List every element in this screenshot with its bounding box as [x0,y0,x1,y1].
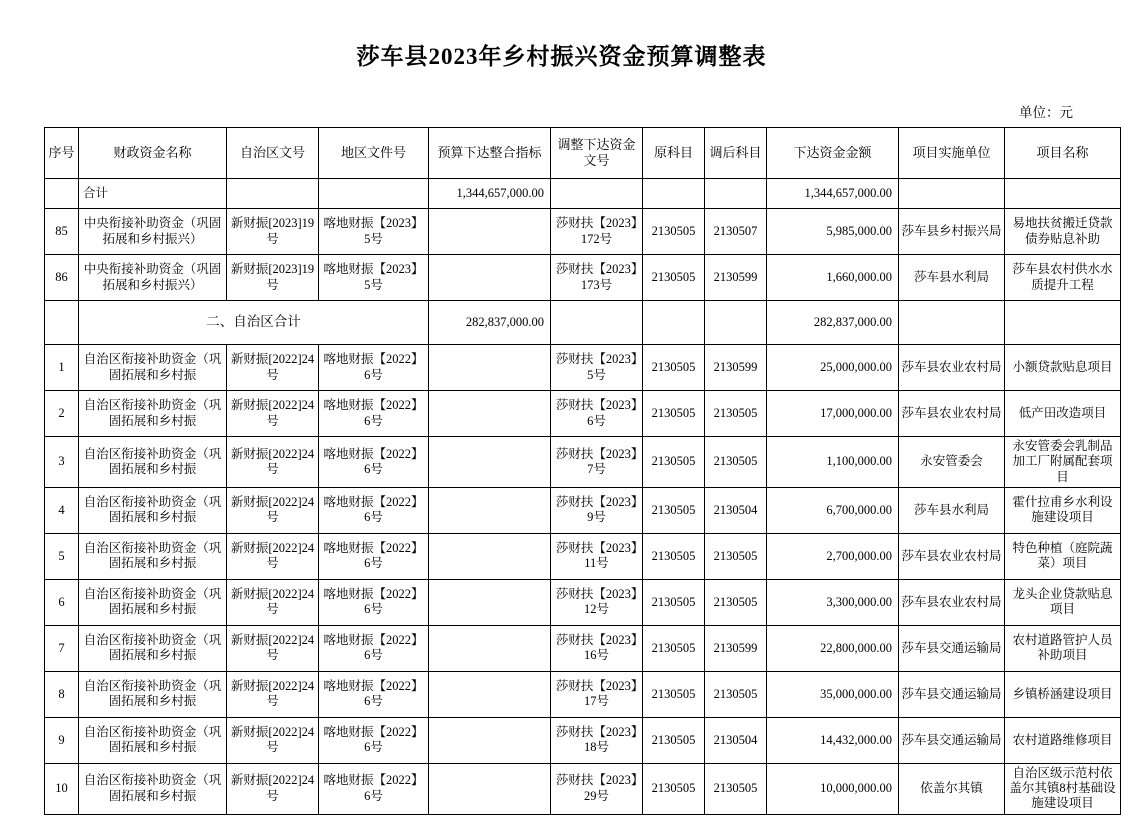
cell-budget-index [429,625,551,671]
cell-adjusted-subject: 2130599 [705,345,767,391]
cell-area-doc-no: 喀地财振【2022】6号 [319,763,429,814]
cell-original-subject: 2130505 [643,717,705,763]
cell-seq: 1 [45,345,79,391]
cell-project-name: 特色种植（庭院蔬菜）项目 [1005,533,1121,579]
table-row [45,763,1121,814]
cell-project-name: 莎车县农村供水水质提升工程 [1005,255,1121,301]
cell-implementing-unit [899,179,1005,209]
cell-fund-name: 中央衔接补助资金（巩固拓展和乡村振兴） [79,209,227,255]
cell-budget-index [429,437,551,488]
cell-adjusted-subject: 2130507 [705,209,767,255]
cell-adjusted-subject: 2130505 [705,391,767,437]
cell-project-name [1005,179,1121,209]
cell-area-doc-no: 喀地财振【2022】6号 [319,437,429,488]
cell-implementing-unit: 莎车县水利局 [899,487,1005,533]
cell-region-doc-no: 新财振[2022]24号 [227,437,319,488]
column-header-issued-amount: 下达资金金额 [767,128,899,179]
cell-budget-index [429,717,551,763]
cell-fund-name: 自治区衔接补助资金（巩固拓展和乡村振 [79,579,227,625]
document-page [0,38,1123,831]
table-row [45,179,1121,209]
unit-note: 单位：元 [1019,105,1073,120]
cell-budget-index: 282,837,000.00 [429,301,551,345]
cell-fund-name: 中央衔接补助资金（巩固拓展和乡村振兴） [79,255,227,301]
cell-issued-amount: 1,344,657,000.00 [767,179,899,209]
cell-adjust-doc-no: 莎财扶【2023】17号 [551,671,643,717]
cell-issued-amount: 10,000,000.00 [767,763,899,814]
cell-budget-index [429,209,551,255]
cell-region-doc-no: 新财振[2022]24号 [227,763,319,814]
cell-adjust-doc-no: 莎财扶【2023】11号 [551,533,643,579]
cell-region-doc-no: 新财振[2022]24号 [227,345,319,391]
column-header-fund-name: 财政资金名称 [79,128,227,179]
cell-seq: 10 [45,763,79,814]
cell-fund-name: 自治区衔接补助资金（巩固拓展和乡村振 [79,533,227,579]
cell-seq: 7 [45,625,79,671]
cell-project-name: 小额贷款贴息项目 [1005,345,1121,391]
cell-original-subject: 2130505 [643,671,705,717]
cell-seq [45,301,79,345]
cell-adjusted-subject: 2130505 [705,671,767,717]
column-header-region-doc-no: 自治区文号 [227,128,319,179]
cell-region-doc-no [227,179,319,209]
cell-budget-index [429,487,551,533]
cell-area-doc-no: 喀地财振【2022】6号 [319,391,429,437]
cell-project-name: 龙头企业贷款贴息项目 [1005,579,1121,625]
cell-region-doc-no: 新财振[2022]24号 [227,717,319,763]
cell-original-subject: 2130505 [643,763,705,814]
cell-adjust-doc-no: 莎财扶【2023】6号 [551,391,643,437]
cell-seq [45,179,79,209]
cell-issued-amount: 35,000,000.00 [767,671,899,717]
cell-fund-name: 自治区衔接补助资金（巩固拓展和乡村振 [79,763,227,814]
cell-issued-amount: 3,300,000.00 [767,579,899,625]
cell-region-doc-no: 新财振[2022]24号 [227,391,319,437]
cell-issued-amount: 6,700,000.00 [767,487,899,533]
cell-adjusted-subject: 2130599 [705,625,767,671]
cell-original-subject: 2130505 [643,487,705,533]
cell-fund-name: 自治区衔接补助资金（巩固拓展和乡村振 [79,717,227,763]
cell-area-doc-no: 喀地财振【2022】6号 [319,487,429,533]
cell-issued-amount: 1,660,000.00 [767,255,899,301]
cell-seq: 6 [45,579,79,625]
cell-issued-amount: 25,000,000.00 [767,345,899,391]
cell-fund-name: 自治区衔接补助资金（巩固拓展和乡村振 [79,487,227,533]
cell-budget-index [429,533,551,579]
cell-fund-name: 自治区衔接补助资金（巩固拓展和乡村振 [79,391,227,437]
cell-area-doc-no: 喀地财振【2022】6号 [319,345,429,391]
cell-area-doc-no [319,179,429,209]
cell-adjust-doc-no [551,301,643,345]
cell-seq: 2 [45,391,79,437]
cell-budget-index: 1,344,657,000.00 [429,179,551,209]
cell-project-name: 农村道路维修项目 [1005,717,1121,763]
cell-issued-amount: 5,985,000.00 [767,209,899,255]
cell-original-subject: 2130505 [643,437,705,488]
cell-seq: 5 [45,533,79,579]
table-row [45,391,1121,437]
cell-project-name [1005,301,1121,345]
cell-project-name: 自治区级示范村依盖尔其镇8村基础设施建设项目 [1005,763,1121,814]
cell-issued-amount: 2,700,000.00 [767,533,899,579]
cell-area-doc-no: 喀地财振【2022】6号 [319,717,429,763]
cell-adjust-doc-no: 莎财扶【2023】18号 [551,717,643,763]
cell-seq: 4 [45,487,79,533]
cell-area-doc-no: 喀地财振【2022】6号 [319,625,429,671]
cell-implementing-unit: 莎车县交通运输局 [899,671,1005,717]
cell-issued-amount: 22,800,000.00 [767,625,899,671]
cell-adjusted-subject: 2130505 [705,533,767,579]
cell-implementing-unit: 莎车县农业农村局 [899,579,1005,625]
cell-implementing-unit: 莎车县水利局 [899,255,1005,301]
table-row [45,717,1121,763]
cell-adjust-doc-no: 莎财扶【2023】172号 [551,209,643,255]
column-header-seq: 序号 [45,128,79,179]
cell-adjusted-subject: 2130505 [705,579,767,625]
cell-area-doc-no: 喀地财振【2022】6号 [319,671,429,717]
cell-implementing-unit: 莎车县交通运输局 [899,717,1005,763]
cell-adjust-doc-no: 莎财扶【2023】29号 [551,763,643,814]
cell-issued-amount: 14,432,000.00 [767,717,899,763]
cell-implementing-unit: 依盖尔其镇 [899,763,1005,814]
cell-project-name: 易地扶贫搬迁贷款债券贴息补助 [1005,209,1121,255]
table-row [45,671,1121,717]
cell-adjust-doc-no: 莎财扶【2023】173号 [551,255,643,301]
table-header-row [45,128,1121,179]
cell-budget-index [429,671,551,717]
table-row [45,209,1121,255]
table-row [45,487,1121,533]
cell-project-name: 农村道路管护人员补助项目 [1005,625,1121,671]
cell-implementing-unit [899,301,1005,345]
cell-original-subject: 2130505 [643,579,705,625]
cell-seq: 3 [45,437,79,488]
cell-budget-index [429,391,551,437]
cell-adjusted-subject [705,179,767,209]
cell-budget-index [429,579,551,625]
column-header-budget-index: 预算下达整合指标 [429,128,551,179]
table-row [45,533,1121,579]
cell-original-subject: 2130505 [643,345,705,391]
cell-region-doc-no: 新财振[2022]24号 [227,487,319,533]
table-row [45,301,1121,345]
cell-fund-name: 合计 [79,179,227,209]
cell-implementing-unit: 永安管委会 [899,437,1005,488]
cell-area-doc-no: 喀地财振【2022】6号 [319,533,429,579]
cell-seq: 86 [45,255,79,301]
cell-adjust-doc-no [551,179,643,209]
cell-original-subject: 2130505 [643,255,705,301]
cell-issued-amount: 282,837,000.00 [767,301,899,345]
cell-implementing-unit: 莎车县农业农村局 [899,391,1005,437]
cell-original-subject [643,179,705,209]
cell-area-doc-no: 喀地财振【2022】6号 [319,579,429,625]
cell-original-subject: 2130505 [643,391,705,437]
cell-original-subject: 2130505 [643,209,705,255]
cell-region-doc-no: 新财振[2022]24号 [227,579,319,625]
cell-issued-amount: 1,100,000.00 [767,437,899,488]
cell-project-name: 永安管委会乳制品加工厂附属配套项目 [1005,437,1121,488]
table-row [45,255,1121,301]
cell-area-doc-no: 喀地财振【2023】5号 [319,255,429,301]
cell-fund-name: 自治区衔接补助资金（巩固拓展和乡村振 [79,625,227,671]
cell-budget-index [429,763,551,814]
cell-implementing-unit: 莎车县农业农村局 [899,345,1005,391]
cell-fund-name: 自治区衔接补助资金（巩固拓展和乡村振 [79,345,227,391]
cell-region-doc-no: 新财振[2023]19号 [227,255,319,301]
cell-adjust-doc-no: 莎财扶【2023】12号 [551,579,643,625]
cell-seq: 9 [45,717,79,763]
cell-implementing-unit: 莎车县农业农村局 [899,533,1005,579]
cell-region-doc-no: 新财振[2022]24号 [227,671,319,717]
cell-implementing-unit: 莎车县乡村振兴局 [899,209,1005,255]
cell-region-doc-no: 新财振[2022]24号 [227,533,319,579]
cell-subtotal-title: 二、自治区合计 [79,301,429,345]
column-header-area-doc-no: 地区文件号 [319,128,429,179]
column-header-adjust-doc-no: 调整下达资金文号 [551,128,643,179]
cell-original-subject: 2130505 [643,625,705,671]
cell-adjusted-subject [705,301,767,345]
cell-region-doc-no: 新财振[2023]19号 [227,209,319,255]
page-title: 莎车县2023年乡村振兴资金预算调整表 [356,44,767,69]
column-header-original-subject: 原科目 [643,128,705,179]
cell-adjust-doc-no: 莎财扶【2023】7号 [551,437,643,488]
cell-adjusted-subject: 2130504 [705,717,767,763]
cell-adjusted-subject: 2130599 [705,255,767,301]
table-row [45,625,1121,671]
cell-region-doc-no: 新财振[2022]24号 [227,625,319,671]
cell-budget-index [429,255,551,301]
table-row [45,579,1121,625]
table-row [45,345,1121,391]
cell-original-subject: 2130505 [643,533,705,579]
cell-fund-name: 自治区衔接补助资金（巩固拓展和乡村振 [79,437,227,488]
column-header-adjusted-subject: 调后科目 [705,128,767,179]
table-row [45,437,1121,488]
cell-fund-name: 自治区衔接补助资金（巩固拓展和乡村振 [79,671,227,717]
cell-seq: 8 [45,671,79,717]
cell-project-name: 低产田改造项目 [1005,391,1121,437]
budget-adjustment-table [44,127,1121,815]
cell-project-name: 乡镇桥涵建设项目 [1005,671,1121,717]
cell-issued-amount: 17,000,000.00 [767,391,899,437]
cell-adjusted-subject: 2130505 [705,763,767,814]
cell-adjust-doc-no: 莎财扶【2023】9号 [551,487,643,533]
cell-seq: 85 [45,209,79,255]
cell-area-doc-no: 喀地财振【2023】5号 [319,209,429,255]
cell-budget-index [429,345,551,391]
column-header-implementing-unit: 项目实施单位 [899,128,1005,179]
cell-adjusted-subject: 2130505 [705,437,767,488]
cell-implementing-unit: 莎车县交通运输局 [899,625,1005,671]
cell-adjust-doc-no: 莎财扶【2023】16号 [551,625,643,671]
cell-adjusted-subject: 2130504 [705,487,767,533]
cell-original-subject [643,301,705,345]
cell-adjust-doc-no: 莎财扶【2023】5号 [551,345,643,391]
cell-project-name: 霍什拉甫乡水利设施建设项目 [1005,487,1121,533]
column-header-project-name: 项目名称 [1005,128,1121,179]
